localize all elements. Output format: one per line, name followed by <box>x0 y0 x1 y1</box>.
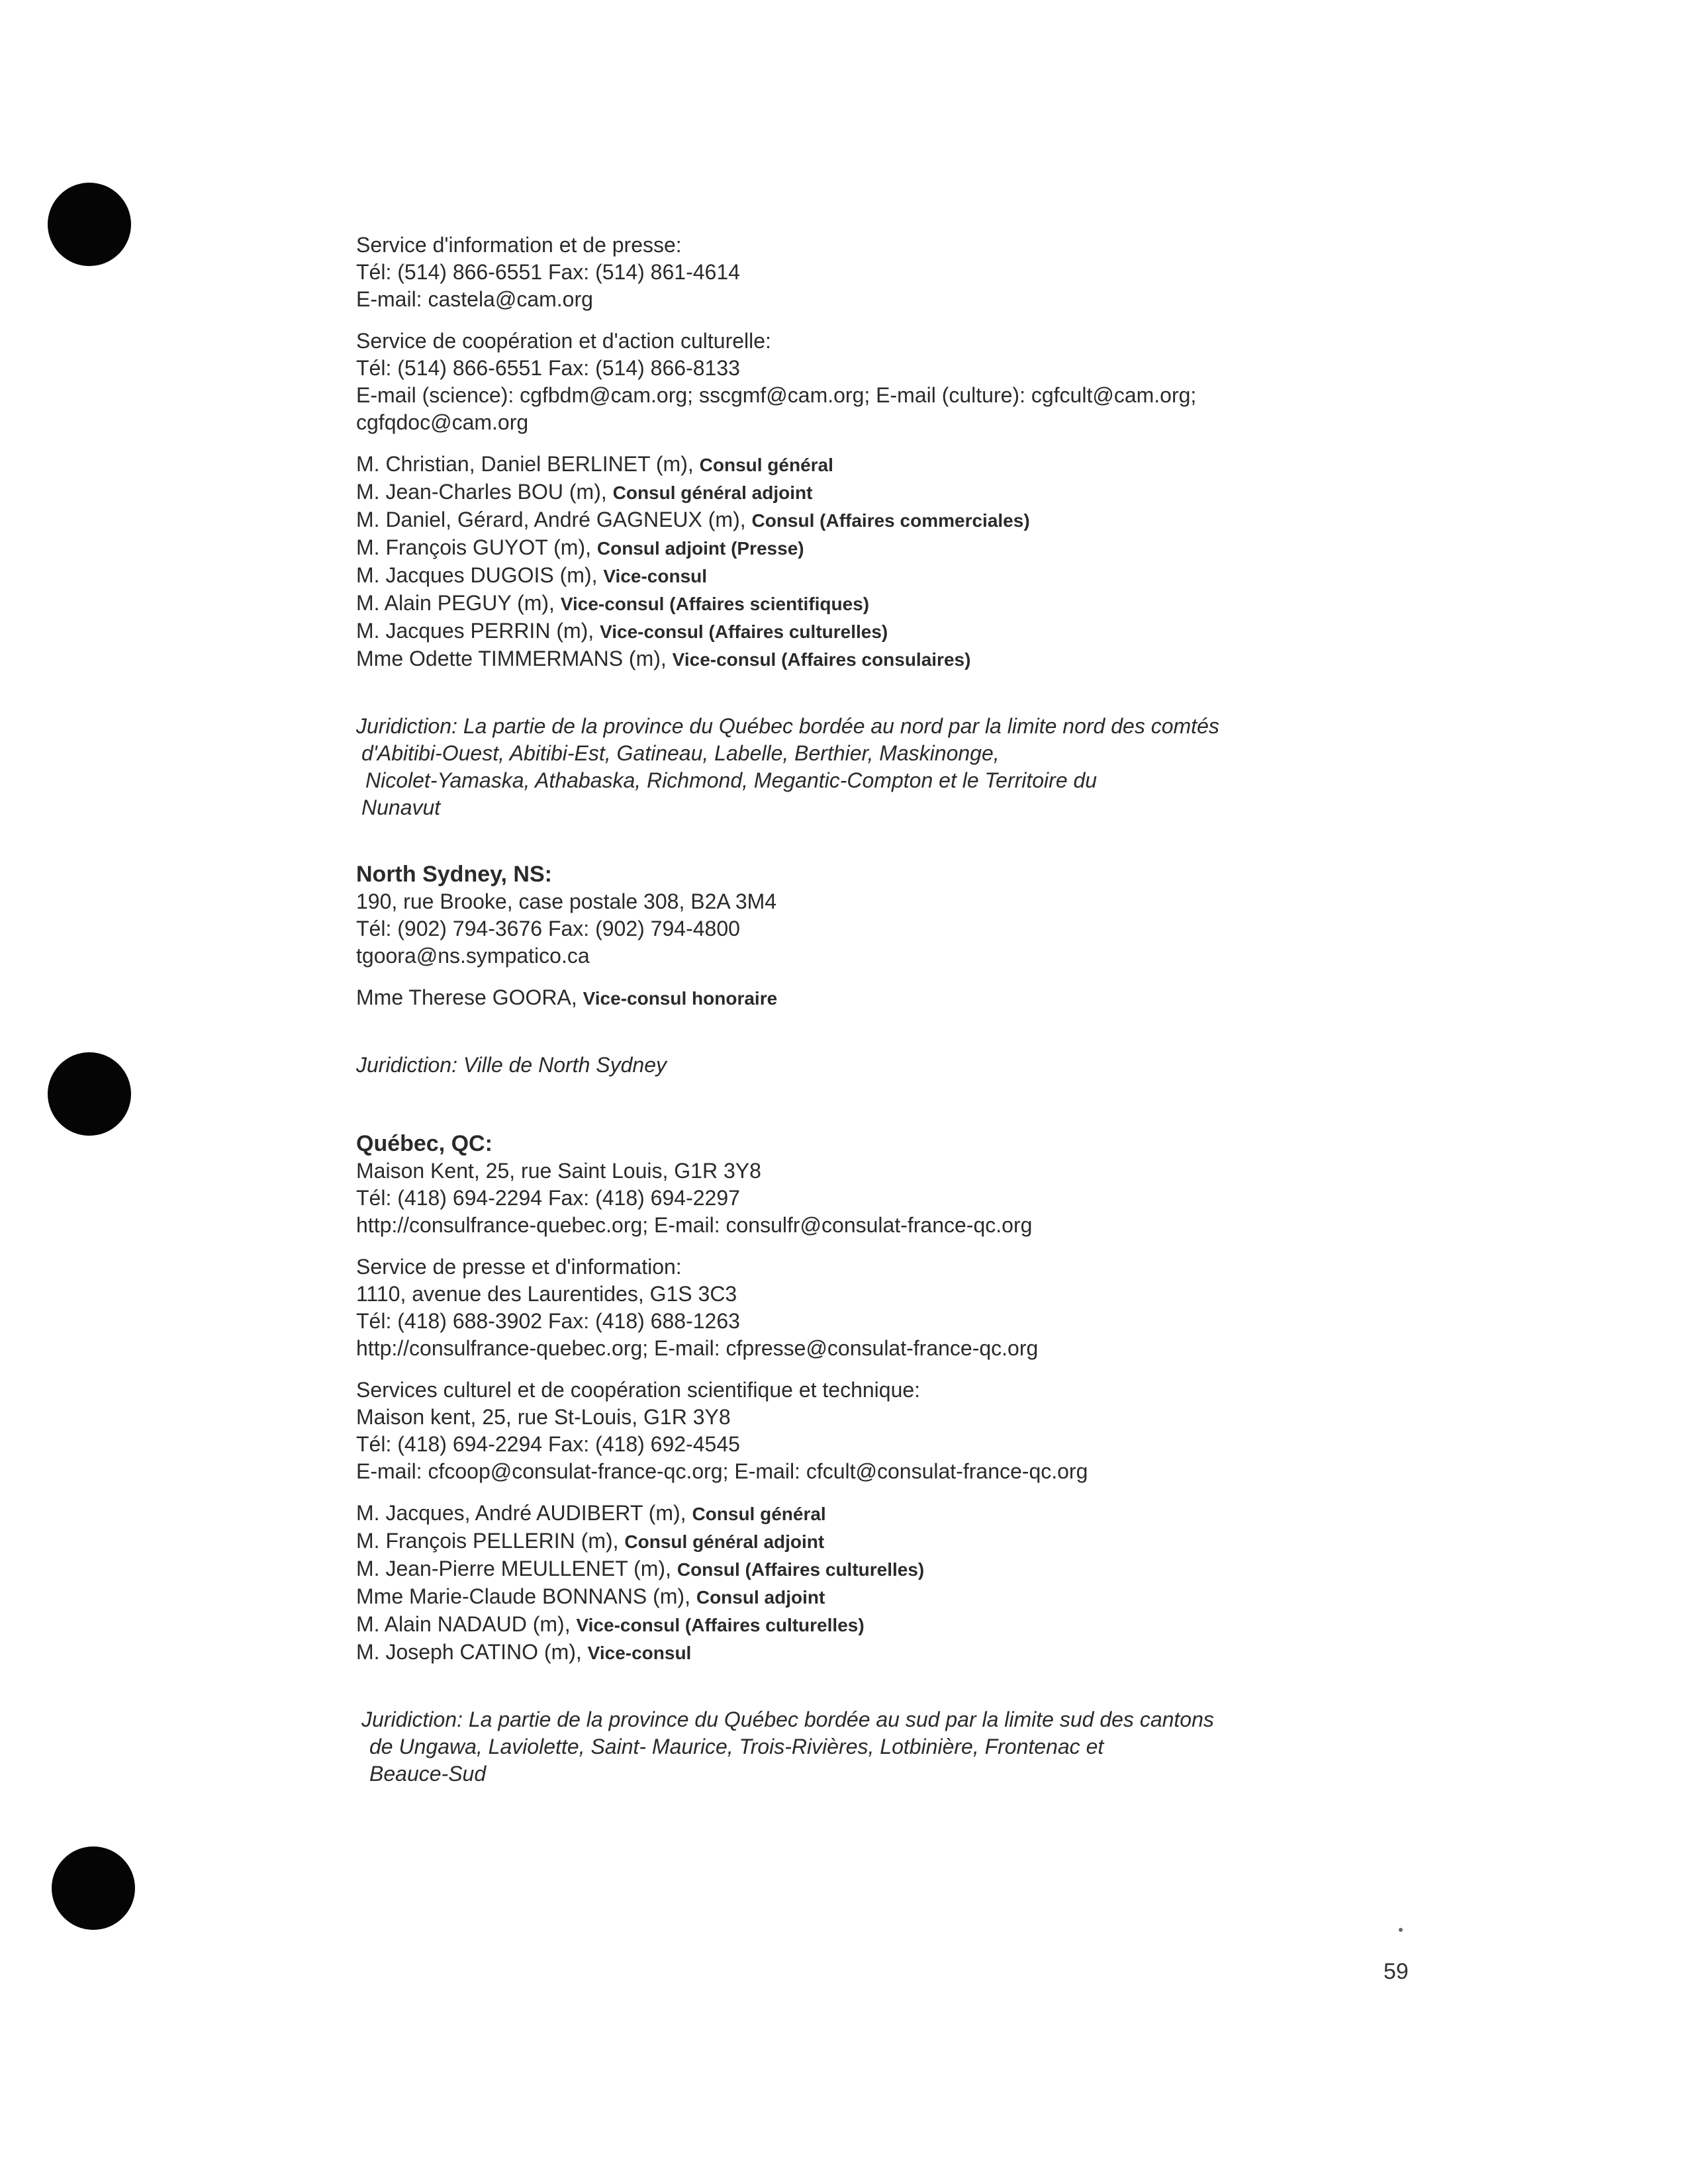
staff-name: M. Jean-Pierre MEULLENET (m), <box>356 1557 671 1580</box>
staff-role: Vice-consul (Affaires scientifiques) <box>560 594 870 614</box>
staff-name: M. Daniel, Gérard, André GAGNEUX (m), <box>356 508 746 531</box>
staff-role: Consul général <box>692 1504 826 1524</box>
staff-row <box>356 506 1349 534</box>
press-service-email: E-mail: castela@cam.org <box>356 287 593 311</box>
staff-name: Mme Marie-Claude BONNANS (m), <box>356 1584 690 1608</box>
quebec-press-address: 1110, avenue des Laurentides, G1S 3C3 <box>356 1282 737 1306</box>
staff-name: M. François PELLERIN (m), <box>356 1529 619 1553</box>
staff-role: Consul adjoint <box>696 1587 825 1608</box>
jurisdiction-line: Juridiction: La partie de la province du Québec bordée au nord par la limite nord des comtés <box>356 714 1219 738</box>
quebec-culture-address: Maison kent, 25, rue St-Louis, G1R 3Y8 <box>356 1405 731 1429</box>
binder-hole-top <box>48 183 131 266</box>
staff-role: Vice-consul <box>603 566 708 586</box>
staff-row <box>356 478 1349 506</box>
scan-speck <box>1399 1928 1403 1932</box>
quebec-phone-fax: Tél: (418) 694-2294 Fax: (418) 694-2297 <box>356 1186 740 1210</box>
staff-name: M. Joseph CATINO (m), <box>356 1640 582 1664</box>
staff-name: M. Alain NADAUD (m), <box>356 1612 571 1636</box>
quebec-culture-email: E-mail: cfcoop@consulat-france-qc.org; E-mail: cfcult@consulat-france-qc.org <box>356 1459 1088 1483</box>
staff-role: Consul (Affaires commerciales) <box>751 510 1030 531</box>
staff-row <box>356 617 1349 645</box>
cooperation-service-phone-fax: Tél: (514) 866-6551 Fax: (514) 866-8133 <box>356 356 740 380</box>
quebec-section <box>356 1130 1349 1239</box>
staff-role: Consul adjoint (Presse) <box>596 538 804 559</box>
staff-row <box>356 1527 1349 1555</box>
staff-name: M. Alain PEGUY (m), <box>356 591 555 615</box>
north-sydney-title: North Sydney, NS: <box>356 862 552 887</box>
quebec-press-web-email: http://consulfrance-quebec.org; E-mail: cfpresse@consulat-france-qc.org <box>356 1336 1039 1360</box>
press-service-block <box>356 232 1349 313</box>
staff-name: Mme Odette TIMMERMANS (m), <box>356 647 667 670</box>
quebec-title: Québec, QC: <box>356 1131 492 1156</box>
quebec-culture-block <box>356 1377 1349 1485</box>
quebec-jurisdiction <box>356 1706 1349 1788</box>
page-content <box>356 232 1349 1788</box>
staff-role: Consul général adjoint <box>612 482 813 503</box>
jurisdiction-line: d'Abitibi-Ouest, Abitibi-Est, Gatineau, Labelle, Berthier, Maskinonge, <box>361 741 1000 765</box>
quebec-culture-heading: Services culturel et de coopération scientifique et technique: <box>356 1378 921 1402</box>
jurisdiction-line: Nunavut <box>361 796 441 819</box>
staff-name: M. Jacques PERRIN (m), <box>356 619 594 643</box>
binder-hole-middle <box>48 1052 131 1136</box>
cooperation-service-email: E-mail (science): cgfbdm@cam.org; sscgmf@cam.org; E-mail (culture): cgfcult@cam.org; <box>356 383 1197 407</box>
staff-role: Vice-consul (Affaires culturelles) <box>600 621 888 642</box>
montreal-staff-list <box>356 451 1349 673</box>
staff-row <box>356 590 1349 617</box>
staff-name: M. Jean-Charles BOU (m), <box>356 480 607 504</box>
north-sydney-staff-row <box>356 984 1349 1012</box>
press-service-phone-fax: Tél: (514) 866-6551 Fax: (514) 861-4614 <box>356 260 740 284</box>
jurisdiction-line: Nicolet-Yamaska, Athabaska, Richmond, Megantic-Compton et le Territoire du <box>365 768 1098 792</box>
north-sydney-address: 190, rue Brooke, case postale 308, B2A 3M4 <box>356 889 777 913</box>
staff-role: Vice-consul (Affaires consulaires) <box>672 649 971 670</box>
north-sydney-phone-fax: Tél: (902) 794-3676 Fax: (902) 794-4800 <box>356 917 740 940</box>
staff-row <box>356 1500 1349 1527</box>
binder-hole-bottom <box>52 1846 135 1930</box>
jurisdiction-line: de Ungawa, Laviolette, Saint- Maurice, Trois-Rivières, Lotbinière, Frontenac et <box>369 1735 1104 1758</box>
staff-row <box>356 451 1349 478</box>
cooperation-service-email-cont: cgfqdoc@cam.org <box>356 410 529 434</box>
jurisdiction-line: Beauce-Sud <box>369 1762 487 1786</box>
north-sydney-section <box>356 861 1349 970</box>
staff-role: Consul (Affaires culturelles) <box>677 1559 925 1580</box>
cooperation-service-heading: Service de coopération et d'action culturelle: <box>356 329 771 353</box>
staff-name: M. Jacques DUGOIS (m), <box>356 563 598 587</box>
staff-role: Consul général adjoint <box>624 1531 825 1552</box>
quebec-culture-phone-fax: Tél: (418) 694-2294 Fax: (418) 692-4545 <box>356 1432 740 1456</box>
staff-name: Mme Therese GOORA, <box>356 985 577 1009</box>
quebec-press-heading: Service de presse et d'information: <box>356 1255 682 1279</box>
staff-row <box>356 1611 1349 1639</box>
staff-row <box>356 562 1349 590</box>
quebec-press-phone-fax: Tél: (418) 688-3902 Fax: (418) 688-1263 <box>356 1309 740 1333</box>
press-service-heading: Service d'information et de presse: <box>356 233 682 257</box>
quebec-staff-list <box>356 1500 1349 1666</box>
staff-name: M. François GUYOT (m), <box>356 535 591 559</box>
staff-row <box>356 645 1349 673</box>
quebec-address: Maison Kent, 25, rue Saint Louis, G1R 3Y8 <box>356 1159 761 1183</box>
staff-row <box>356 1555 1349 1583</box>
quebec-web-email: http://consulfrance-quebec.org; E-mail: consulfr@consulat-france-qc.org <box>356 1213 1033 1237</box>
page-number: 59 <box>1383 1959 1409 1984</box>
cooperation-service-block <box>356 328 1349 436</box>
montreal-jurisdiction <box>356 713 1349 821</box>
jurisdiction-line: Juridiction: La partie de la province du Québec bordée au sud par la limite sud des cantons <box>361 1707 1214 1731</box>
staff-role: Vice-consul <box>587 1643 692 1663</box>
staff-role: Vice-consul honoraire <box>583 988 778 1009</box>
north-sydney-email: tgoora@ns.sympatico.ca <box>356 944 590 968</box>
staff-row <box>356 1639 1349 1666</box>
staff-role: Vice-consul (Affaires culturelles) <box>576 1615 865 1635</box>
quebec-press-block <box>356 1253 1349 1362</box>
staff-name: M. Jacques, André AUDIBERT (m), <box>356 1501 686 1525</box>
staff-row <box>356 534 1349 562</box>
staff-name: M. Christian, Daniel BERLINET (m), <box>356 452 694 476</box>
staff-row <box>356 1583 1349 1611</box>
staff-role: Consul général <box>699 455 833 475</box>
north-sydney-jurisdiction: Juridiction: Ville de North Sydney <box>356 1053 667 1077</box>
